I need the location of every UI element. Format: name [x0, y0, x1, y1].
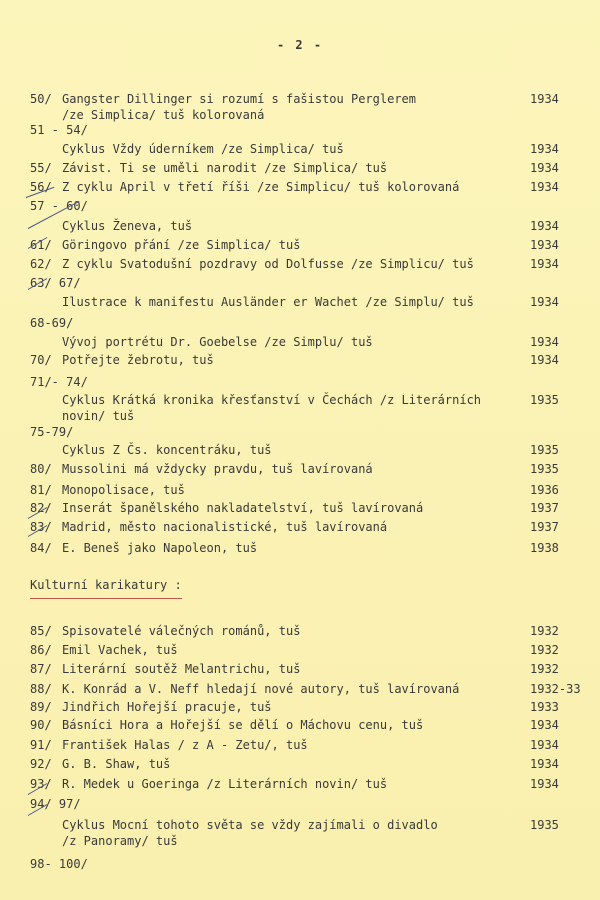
entry-number: 84/: [30, 541, 52, 555]
entry-title: Z cyklu April v třetí říši /ze Simplicu/ tuš kolorovaná: [62, 180, 460, 194]
entry-number: 92/: [30, 757, 52, 771]
entry-year: 1935: [530, 462, 559, 476]
list-item: [0, 700, 600, 720]
entry-title: Cyklus Z Čs. koncentráku, tuš: [62, 443, 272, 457]
entry-number: 51 - 54/: [30, 123, 88, 137]
entry-title: Mussolini má vždycky pravdu, tuš lavírovaná: [62, 462, 373, 476]
entry-year: 1937: [530, 501, 559, 515]
entry-year: 1934: [530, 738, 559, 752]
list-item: [0, 718, 600, 738]
entry-number: 90/: [30, 718, 52, 732]
entry-title-continued: /z Panoramy/ tuš: [62, 834, 178, 848]
entry-title: Jindřich Hořejší pracuje, tuš: [62, 700, 272, 714]
entry-title: Básníci Hora a Hořejší se dělí o Máchovu cenu, tuš: [62, 718, 424, 732]
entry-title: Emil Vachek, tuš: [62, 643, 178, 657]
entry-year: 1935: [530, 443, 559, 457]
entry-title: Monopolisace, tuš: [62, 483, 185, 497]
entry-number: 50/: [30, 92, 52, 106]
list-item: [0, 541, 600, 561]
list-item: [0, 520, 600, 540]
list-item: [0, 738, 600, 758]
entry-number: 94/ 97/: [30, 797, 81, 811]
entry-title: Spisovatelé válečných románů, tuš: [62, 624, 301, 638]
entry-title: Vývoj portrétu Dr. Goebelse /ze Simplu/ tuš: [62, 335, 373, 349]
entry-number: 85/: [30, 624, 52, 638]
entry-number: 57 - 60/: [30, 199, 88, 213]
entry-number: 98- 100/: [30, 857, 88, 871]
entry-title: Z cyklu Svatodušní pozdravy od Dolfusse /ze Simplicu/ tuš: [62, 257, 474, 271]
page-number: - 2 -: [276, 38, 324, 52]
list-item: [0, 219, 600, 239]
entry-year: 1934: [530, 757, 559, 771]
entry-year: 1938: [530, 541, 559, 555]
entry-number: 70/: [30, 353, 52, 367]
list-item: [0, 682, 600, 702]
list-item: [0, 857, 600, 877]
entry-number: 91/: [30, 738, 52, 752]
entry-number: 68-69/: [30, 316, 74, 330]
list-item: [0, 92, 600, 122]
entry-number: 80/: [30, 462, 52, 476]
entry-number: 87/: [30, 662, 52, 676]
entry-title: František Halas / z A - Zetu/, tuš: [62, 738, 308, 752]
entry-title-continued: novin/ tuš: [62, 409, 135, 423]
section-heading-underline: [30, 598, 182, 599]
entry-number: 71/- 74/: [30, 375, 88, 389]
entry-number: 56/: [30, 180, 52, 194]
entry-title: Madrid, město nacionalistické, tuš lavírovaná: [62, 520, 388, 534]
entry-number: 82/: [30, 501, 52, 515]
section-heading: Kulturní karikatury :: [30, 578, 182, 592]
entry-year: 1936: [530, 483, 559, 497]
entry-year: 1935: [530, 393, 559, 407]
list-item: [0, 643, 600, 663]
entry-title: Cyklus Vždy úderníkem /ze Simplica/ tuš: [62, 142, 344, 156]
entry-title: G. B. Shaw, tuš: [62, 757, 171, 771]
entry-number: 61/: [30, 238, 52, 252]
entry-title-continued: /ze Simplica/ tuš kolorovaná: [62, 108, 265, 122]
entry-number: 88/: [30, 682, 52, 696]
entry-title: Závist. Ti se uměli narodit /ze Simplica/ tuš: [62, 161, 388, 175]
entry-year: 1934: [530, 161, 559, 175]
list-item: [0, 443, 600, 463]
entry-year: 1934: [530, 335, 559, 349]
entry-number: 75-79/: [30, 425, 74, 439]
entry-number: 83/: [30, 520, 52, 534]
list-item: [0, 276, 600, 296]
list-item: [0, 353, 600, 373]
entry-number: 62/: [30, 257, 52, 271]
entry-title: Inserát španělského nakladatelství, tuš lavírovaná: [62, 501, 424, 515]
list-item: [0, 295, 600, 315]
list-item: [0, 161, 600, 181]
entry-year: 1934: [530, 257, 559, 271]
entry-number: 63/ 67/: [30, 276, 81, 290]
entry-number: 55/: [30, 161, 52, 175]
list-item: [0, 123, 600, 143]
entry-year: 1934: [530, 92, 559, 106]
entry-title: Cyklus Ženeva, tuš: [62, 219, 193, 233]
entry-number: 86/: [30, 643, 52, 657]
entry-title: Gangster Dillinger si rozumí s fašistou Perglerem: [62, 92, 417, 106]
entry-year: 1934: [530, 353, 559, 367]
entry-title: Cyklus Mocní tohoto světa se vždy zajímali o divadlo: [62, 818, 438, 832]
entry-year: 1934: [530, 180, 559, 194]
list-item: [0, 483, 600, 503]
list-item: [0, 777, 600, 797]
list-item: [0, 375, 600, 395]
entry-year: 1934: [530, 295, 559, 309]
entry-year: 1932: [530, 662, 559, 676]
entry-title: Cyklus Krátká kronika křesťanství v Čechách /z Literárních: [62, 393, 482, 407]
list-item: [0, 238, 600, 258]
entry-year: 1935: [530, 818, 559, 832]
list-item: [0, 662, 600, 682]
entry-title: E. Beneš jako Napoleon, tuš: [62, 541, 258, 555]
list-item: [0, 757, 600, 777]
entry-number: 89/: [30, 700, 52, 714]
list-item: [0, 818, 600, 848]
entry-year: 1933: [530, 700, 559, 714]
list-item: [0, 257, 600, 277]
entry-number: 81/: [30, 483, 52, 497]
list-item: [0, 316, 600, 336]
entry-title: Literární soutěž Melantrichu, tuš: [62, 662, 301, 676]
list-item: [0, 462, 600, 482]
entry-year: 1934: [530, 718, 559, 732]
entry-year: 1934: [530, 219, 559, 233]
entry-year: 1937: [530, 520, 559, 534]
list-item: [0, 425, 600, 445]
entry-title: Göringovo přání /ze Simplica/ tuš: [62, 238, 301, 252]
list-item: [0, 393, 600, 423]
list-item: [0, 180, 600, 200]
entry-number: 93/: [30, 777, 52, 791]
list-item: [0, 142, 600, 162]
list-item: [0, 501, 600, 521]
entry-title: Ilustrace k manifestu Ausländer er Wachet /ze Simplu/ tuš: [62, 295, 474, 309]
entry-year: 1934: [530, 238, 559, 252]
list-item: [0, 624, 600, 644]
entry-title: R. Medek u Goeringa /z Literárních novin/ tuš: [62, 777, 388, 791]
list-item: [0, 335, 600, 355]
entry-year: 1934: [530, 777, 559, 791]
entry-year: 1932: [530, 624, 559, 638]
entry-year: 1934: [530, 142, 559, 156]
entry-year: 1932: [530, 643, 559, 657]
list-item: [0, 797, 600, 817]
list-item: [0, 199, 600, 219]
entry-year: 1932-33: [530, 682, 581, 696]
entry-title: K. Konrád a V. Neff hledají nové autory, tuš lavírovaná: [62, 682, 460, 696]
entry-title: Potřejte žebrotu, tuš: [62, 353, 214, 367]
